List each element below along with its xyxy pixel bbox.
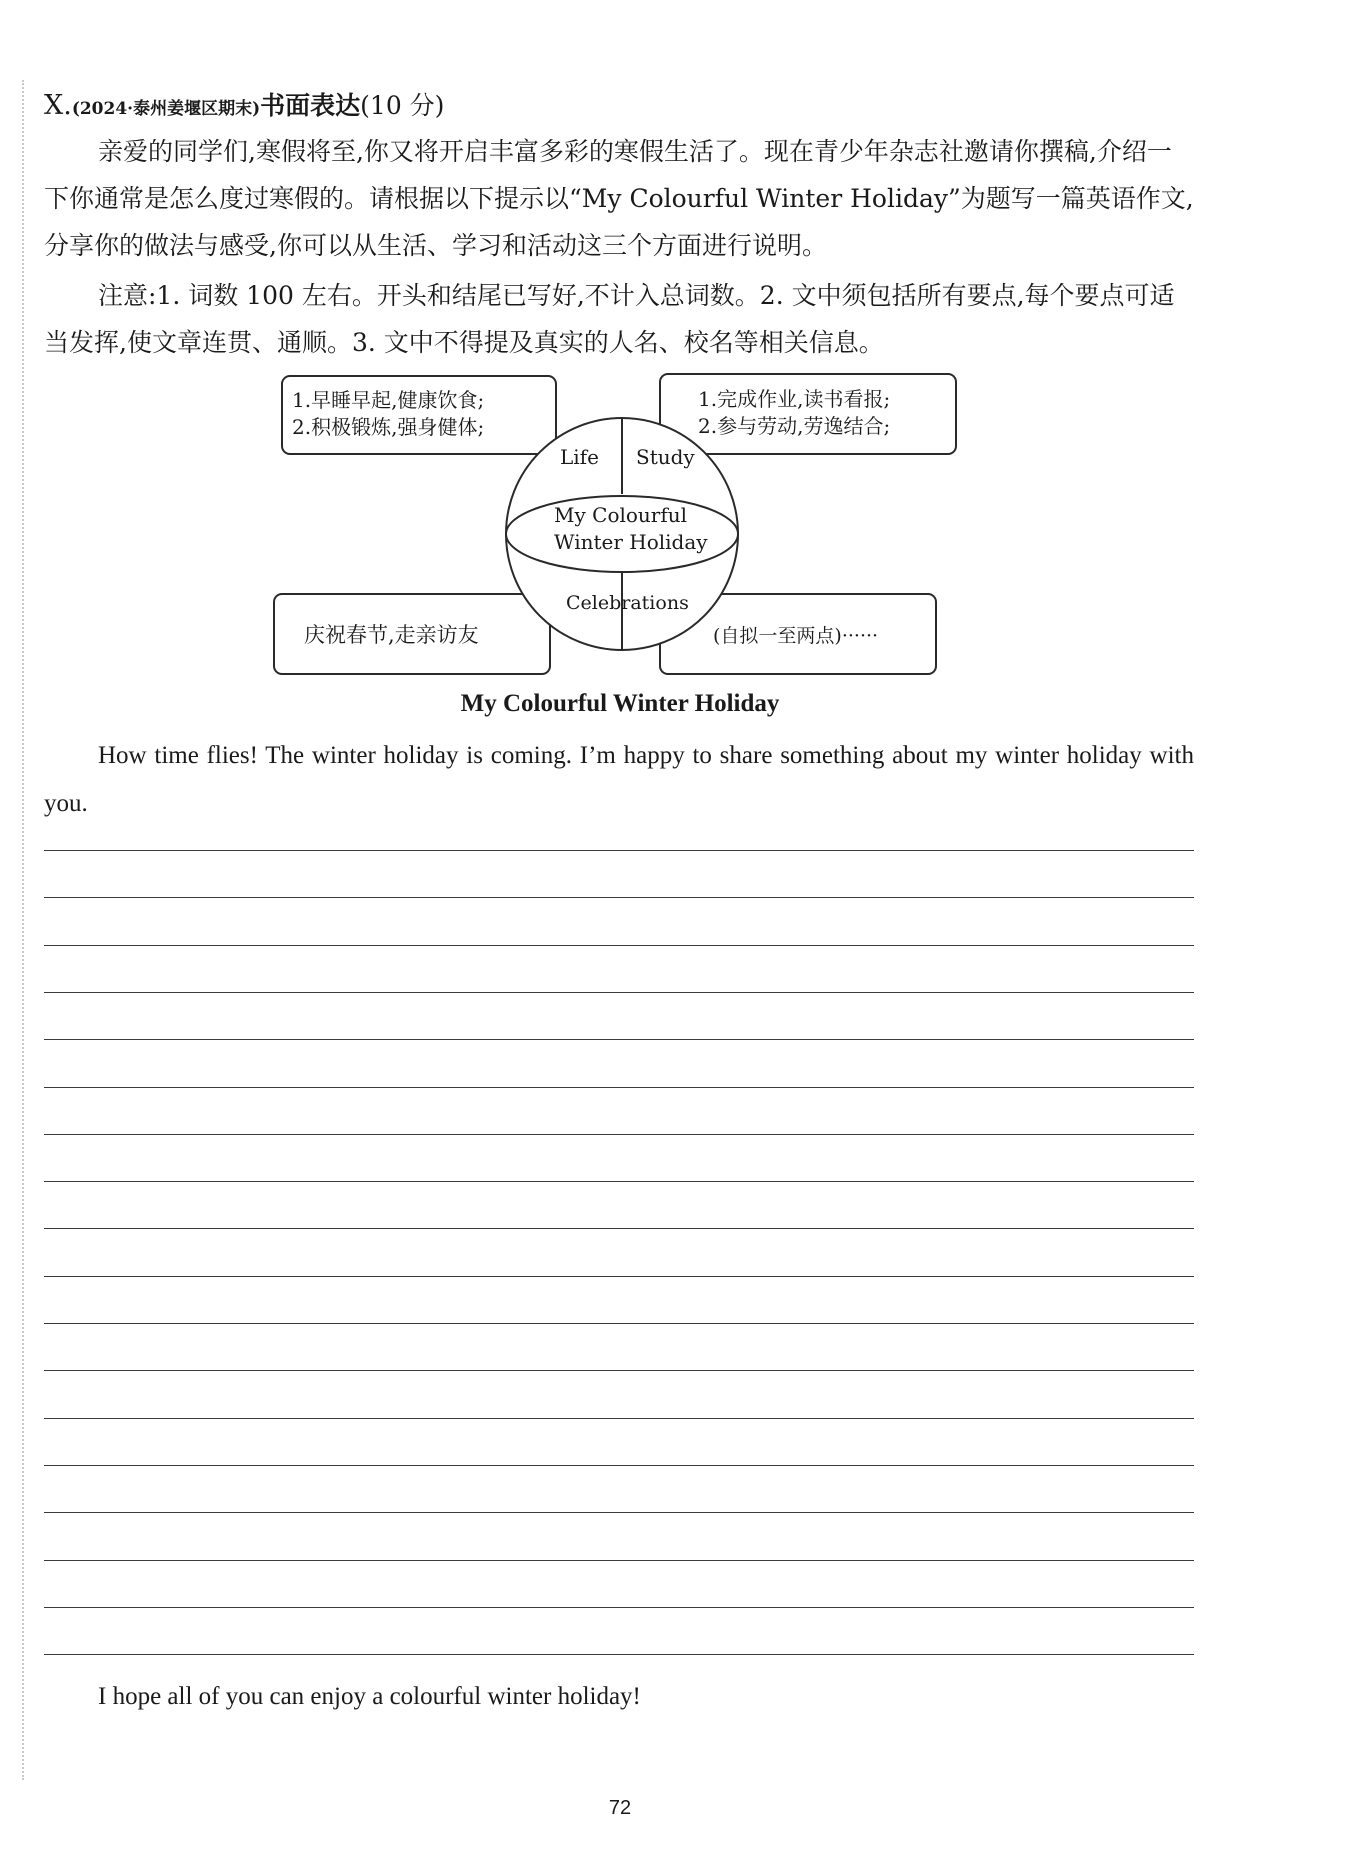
page-number: 72 xyxy=(608,1797,632,1819)
writing-line[interactable] xyxy=(44,1654,1194,1655)
writing-line[interactable] xyxy=(44,1039,1194,1040)
notes-paragraph: 注意:1. 词数 100 左右。开头和结尾已写好,不计入总词数。2. 文中须包括所有要点,每个要点可适当发挥,使文章连贯、通顺。3. 文中不得提及真实的人名、校名等相关信息。 xyxy=(44,281,1175,357)
margin-rule xyxy=(22,80,24,1780)
writing-line[interactable] xyxy=(44,1181,1194,1182)
writing-line[interactable] xyxy=(44,1370,1194,1371)
question-header xyxy=(44,88,1194,127)
question-title: 书面表达 xyxy=(260,91,361,120)
writing-line[interactable] xyxy=(44,850,1194,851)
center-title-line2: Winter Holiday xyxy=(554,530,708,554)
celebrations-label: Celebrations xyxy=(566,592,689,614)
question-number: X. xyxy=(44,90,72,121)
mind-map-diagram xyxy=(270,368,970,678)
life-label: Life xyxy=(560,445,599,469)
writing-line[interactable] xyxy=(44,1228,1194,1229)
life-box-line2: 2.积极锻炼,强身健体; xyxy=(292,415,485,439)
essay-opening: How time flies! The winter holiday is coming. I’m happy to share something about my winter holiday with you. xyxy=(44,742,1194,817)
life-box-line1: 1.早睡早起,健康饮食; xyxy=(292,388,485,412)
writing-line[interactable] xyxy=(44,1134,1194,1135)
writing-line[interactable] xyxy=(44,1276,1194,1277)
study-label: Study xyxy=(636,445,695,469)
question-score: (10 分) xyxy=(360,91,445,120)
writing-line[interactable] xyxy=(44,1560,1194,1561)
writing-line[interactable] xyxy=(44,897,1194,898)
essay-closing: I hope all of you can enjoy a colourful winter holiday! xyxy=(98,1683,641,1710)
study-box-line1: 1.完成作业,读书看报; xyxy=(698,387,891,411)
writing-line[interactable] xyxy=(44,1512,1194,1513)
writing-line[interactable] xyxy=(44,1087,1194,1088)
writing-line[interactable] xyxy=(44,1607,1194,1608)
essay-title: My Colourful Winter Holiday xyxy=(460,690,780,717)
writing-line[interactable] xyxy=(44,1418,1194,1419)
question-source: (2024·泰州姜堰区期末) xyxy=(71,99,261,119)
center-title-line1: My Colourful xyxy=(554,503,688,527)
writing-line[interactable] xyxy=(44,1465,1194,1466)
extra-points-box-text: (自拟一至两点)······ xyxy=(713,625,879,647)
writing-line[interactable] xyxy=(44,945,1194,946)
instruction-paragraph: 亲爱的同学们,寒假将至,你又将开启丰富多彩的寒假生活了。现在青少年杂志社邀请你撰稿,介绍一下你通常是怎么度过寒假的。请根据以下提示以“My Colourful Winter Holiday”为题写一篇英语作文,分享你的做法与感受,你可以从生活、学习和活动这三个方面进行说明。 xyxy=(44,137,1194,260)
study-box-line2: 2.参与劳动,劳逸结合; xyxy=(698,414,891,438)
writing-line[interactable] xyxy=(44,992,1194,993)
celebrations-box-text: 庆祝春节,走亲访友 xyxy=(304,623,479,647)
writing-line[interactable] xyxy=(44,1323,1194,1324)
